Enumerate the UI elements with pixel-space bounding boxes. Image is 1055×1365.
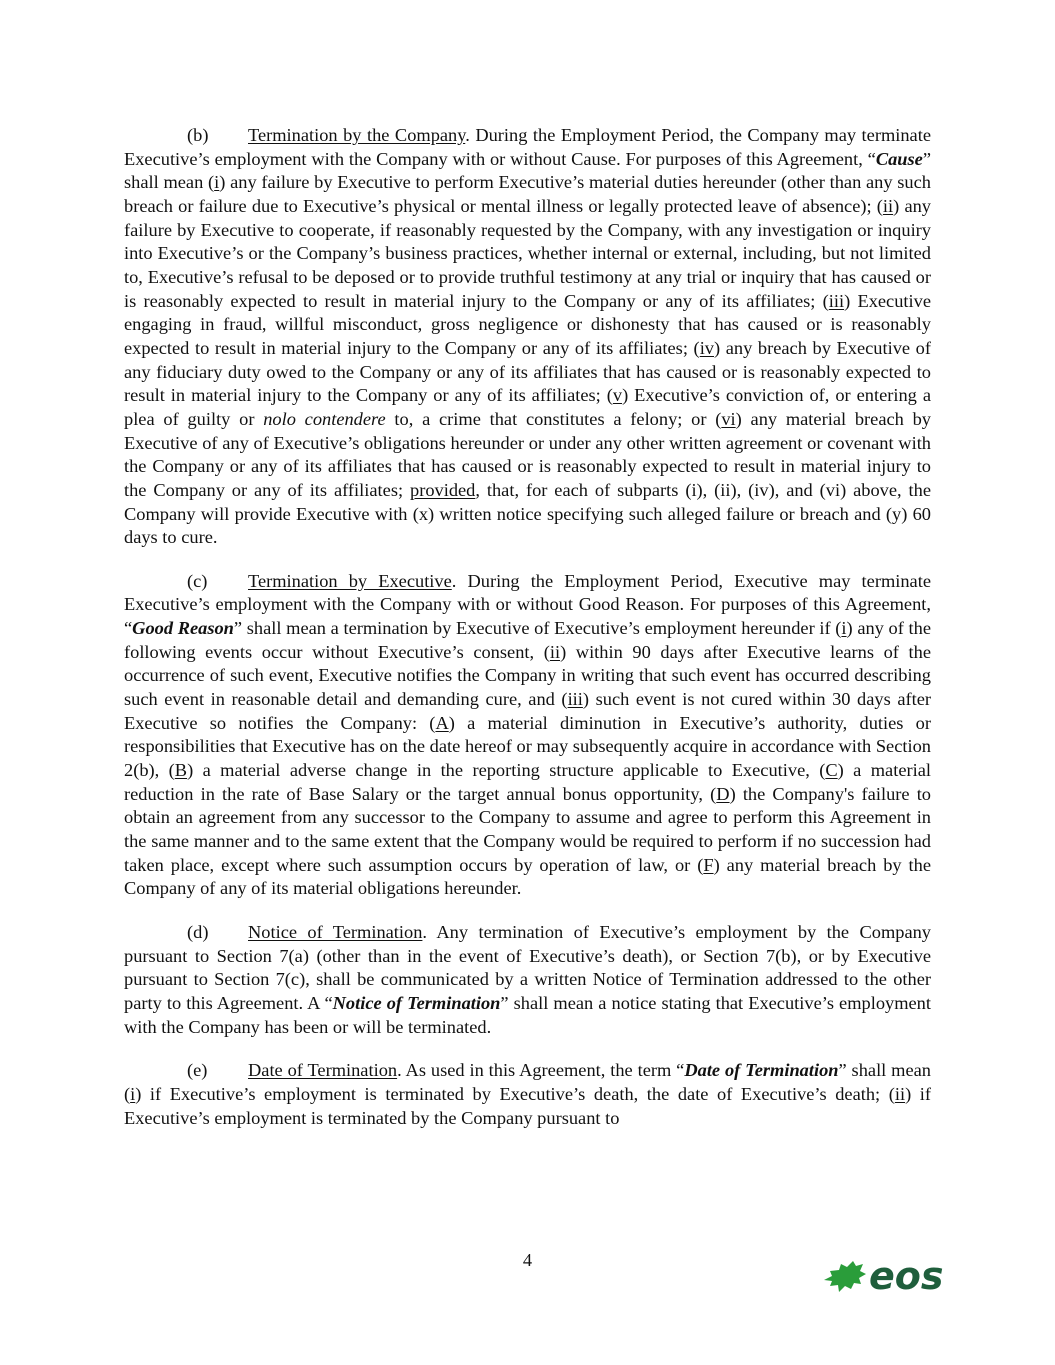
section-c-label: (c) [187,570,208,591]
clause-number: v [612,385,623,406]
section-e-text: ” shall mean ( [124,1060,931,1104]
section-b-text: to, a crime that constitutes a felony; or ( [385,408,722,429]
section-d-paragraph [124,921,931,1039]
clause-number: iii [567,689,583,710]
clause-number: i [841,618,847,639]
section-b-text: ) Executive engaging in fraud, willful misconduct, gross negligence or dishonesty that has caused or is reasonably expected to result in material injury to the Company or any of its affiliates; ( [124,290,931,358]
section-b-text: ) any failure by Executive to perform Executive’s material duties hereunder (other than any such breach or failure due to Executive’s physical or mental illness or legally protected leave of absence); ( [124,172,931,216]
clause-letter: D [716,783,730,804]
logo-text: eos [869,1256,944,1296]
section-b-paragraph [124,124,931,550]
clause-number: iv [699,337,714,358]
section-b-text: . During the Employment Period, the Company may terminate Executive’s employment with the Company with or without Cause. For purposes of this Agreement, “ [124,125,931,169]
section-d-text: ” shall mean a notice stating that Executive’s employment with the Company has been or will be terminated. [124,992,931,1037]
section-e-text: . As used in this Agreement, the term “ [397,1060,685,1081]
section-e-text: ) if Executive’s employment is terminated by Executive’s death, the date of Executive’s death; ( [135,1083,895,1104]
section-b-text: ” shall mean ( [124,148,931,193]
section-b-heading: Termination by the Company [248,125,466,145]
section-d-label: (d) [187,922,209,942]
section-b-text: ) any breach by Executive of any fiduciary duty owed to the Company or any of its affiliates that has caused or is reasonably expected to result in material injury to the Company or any of its affiliates; ( [124,337,931,406]
defined-term-date-of-termination: Date of Termination [684,1060,839,1081]
section-b-label: (b) [187,125,209,145]
section-c-text: ) a material adverse change in the reporting structure applicable to Executive, ( [187,760,826,781]
section-e-heading: Date of Termination [248,1060,398,1081]
clause-number: vi [721,408,736,429]
defined-term-notice-of-termination: Notice of Termination [332,992,501,1013]
clause-letter: B [174,760,188,781]
section-e-label: (e) [187,1060,208,1081]
section-b-text: ) Executive’s conviction of, or entering a plea of guilty or [124,385,931,429]
clause-number: i [214,172,220,193]
section-e-paragraph [124,1059,931,1130]
eos-leaf-logo-icon [822,1256,957,1296]
section-c-text: ) a material reduction in the rate of Base Salary or the target annual bonus opportunity, ( [124,760,931,804]
section-c-text: ” shall mean a termination by Executive of Executive’s employment hereunder if ( [233,618,842,639]
logo-leaf [824,1261,866,1292]
section-c-text: ) such event is not cured within 30 days after Executive so notifies the Company: ( [124,689,932,733]
defined-term-cause: Cause [875,148,923,169]
clause-letter: F [703,854,714,875]
clause-letter: C [825,760,838,781]
document-page [124,124,931,1150]
section-c-text: ) any of the following events occur without Executive’s consent, ( [124,618,931,662]
eos-logo [822,1256,957,1296]
section-c-paragraph [124,570,931,901]
section-d-heading: Notice of Termination [248,922,423,942]
clause-number: ii [882,195,894,216]
section-c-text: ) the Company's failure to obtain an agreement from any successor to the Company to assume and agree to perform this Agreement in the same manner and to the same extent that the Company would be required to perform if no succession had taken place, except where such assumption occurs by operation of law, or ( [124,783,931,875]
clause-number: i [130,1083,136,1104]
section-c-text: ) any material breach by the Company of any of its material obligations hereunder. [124,854,931,899]
page-number: 4 [522,1250,533,1270]
section-c-text: . During the Employment Period, Executive may terminate Executive’s employment with the Company with or without Good Reason. For purposes of this Agreement, “ [124,570,931,639]
section-d-text: . Any termination of Executive’s employment by the Company pursuant to Section 7(a) (other than in the event of Executive’s death), or Section 7(b), or by Executive pursuant to Section 7(c), shall be communicated by a written Notice of Termination addressed to the other party to this Agreement. A “ [124,922,932,1013]
provided-term: provided [410,479,476,500]
section-e-text: ) if Executive’s employment is terminated by the Company pursuant to [124,1083,931,1128]
defined-term-good-reason: Good Reason [132,618,234,639]
section-c-text: ) within 90 days after Executive learns of the occurrence of such event, Executive notifies the Company in writing that such event has occurred describing such event in reasonable detail and demanding cure, and ( [124,641,931,710]
clause-number: iii [828,290,845,311]
clause-number: ii [549,641,561,662]
section-b-text: ) any material breach by Executive of any of Executive’s obligations hereunder or under any other written agreement or covenant with the Company or any of its affiliates that has caused or is reasonably expected to result in material injury to the Company or any of its affiliates; [124,408,931,500]
section-b-text: , that, for each of subparts (i), (ii), (iv), and (vi) above, the Company will provide Executive with (x) written notice specifying such alleged failure or breach and (y) 60 days to cure. [124,479,931,548]
section-c-heading: Termination by Executive [248,570,452,591]
clause-letter: A [435,712,449,733]
section-b-text: ) any failure by Executive to cooperate, if reasonably requested by the Company, with any investigation or inquiry into Executive’s or the Company’s business practices, whether internal or external, including, but not limited to, Executive’s refusal to be deposed or to provide truthful testimony at any trial or inquiry that has caused or is reasonably expected to result in material injury to the Company or any of its affiliates; ( [124,195,931,311]
section-c-text: ) a material diminution in Executive’s authority, duties or responsibilities that Executive has on the date hereof or may subsequently acquire in accordance with Section 2(b), ( [124,712,931,781]
latin-phrase: nolo contendere [263,408,386,429]
clause-number: ii [894,1083,906,1104]
